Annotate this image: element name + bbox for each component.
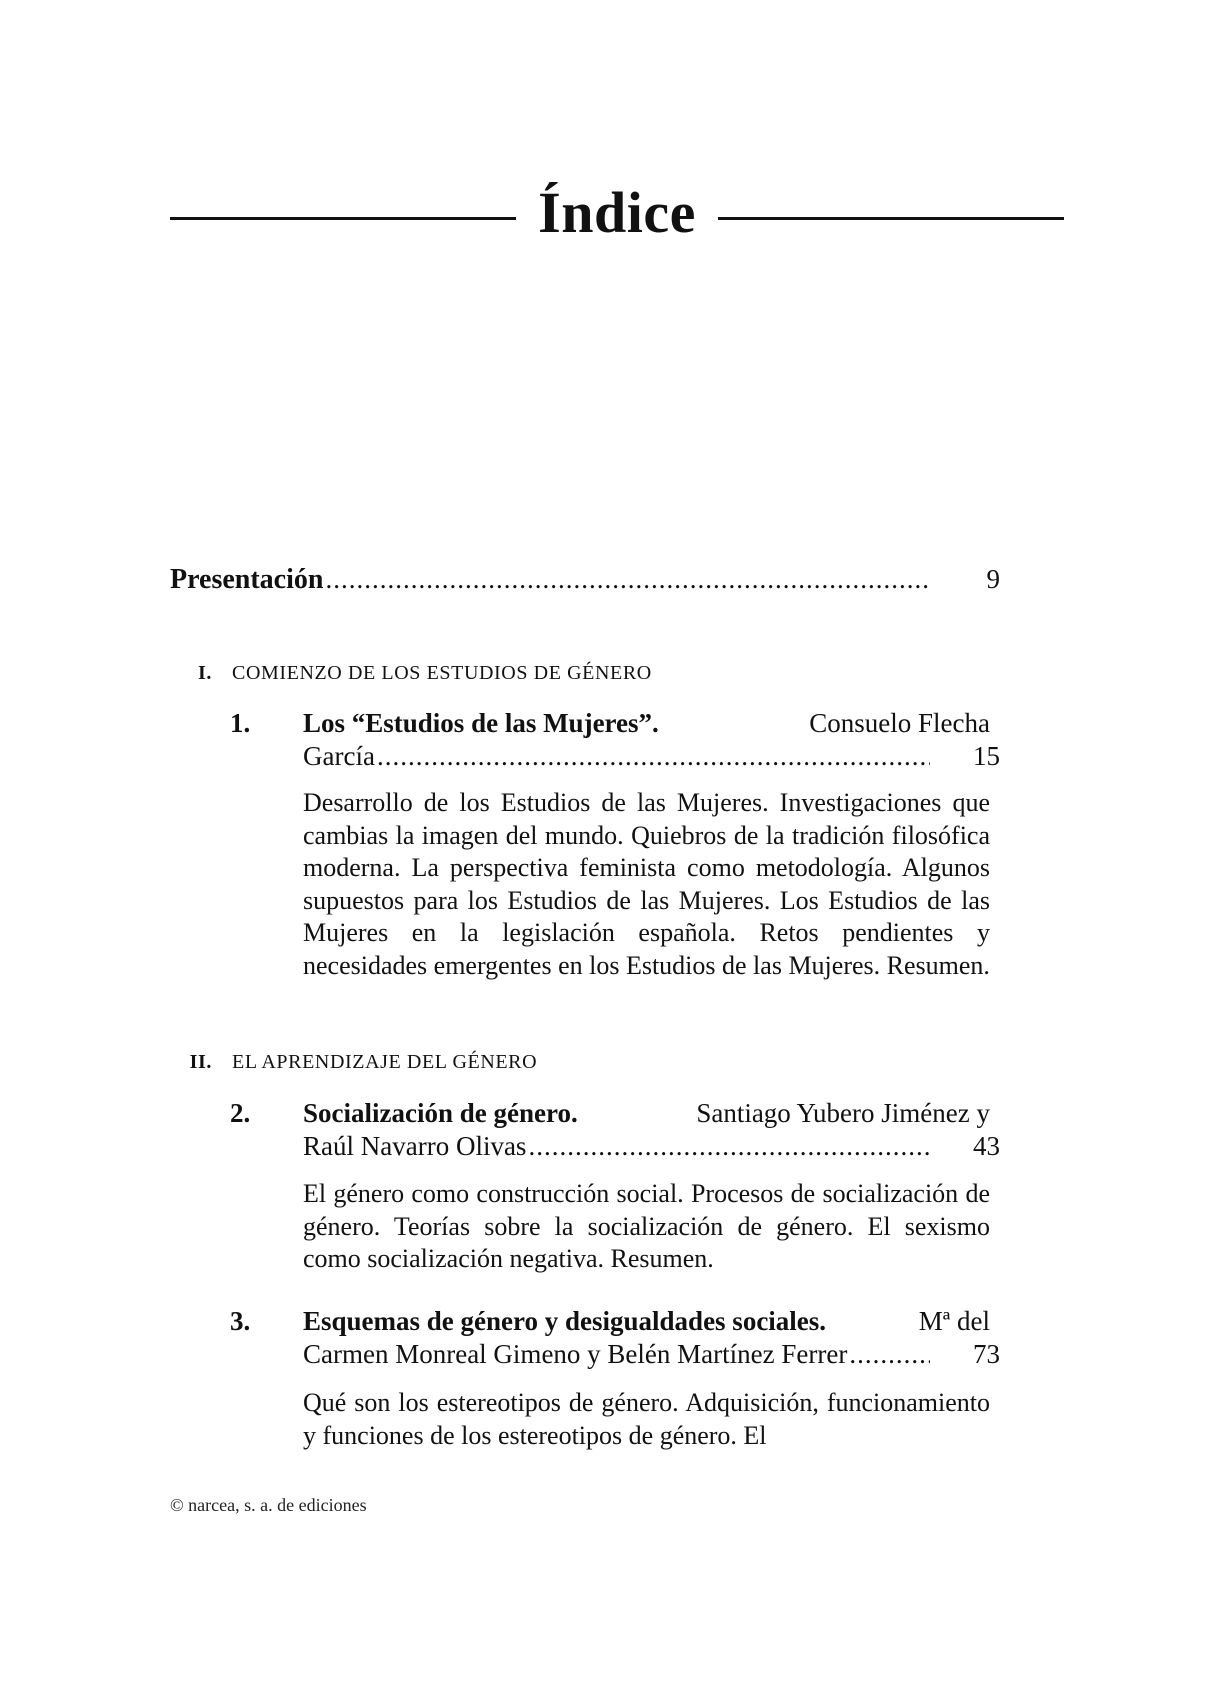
page-number: 15 [973, 741, 1000, 771]
chapter-heading-line [303, 1305, 990, 1338]
section-numeral: I. [198, 662, 212, 684]
chapter-summary: Desarrollo de los Estudios de las Mujeres. Investigaciones que cambias la imagen del mundo. Quiebros de la tradición filosófica moderna. La perspectiva feminista como metodología. Algunos supuestos para los Estudios de las Mujeres. Los Estudios de las Mujeres en la legislación española. Retos pendientes y necesidades emergentes en los Estudios de las Mujeres. Resumen. [303, 788, 990, 980]
dot-leader [849, 1341, 930, 1368]
chapter-3-leader-line [303, 1341, 932, 1368]
dot-leader [325, 566, 930, 593]
dot-leader [377, 743, 930, 770]
chapter-1-leader-line [303, 743, 932, 770]
chapter-heading-line [303, 1097, 990, 1130]
section-heading-2 [170, 1052, 970, 1072]
chapter-heading-line [303, 707, 990, 740]
chapter-number: 3. [230, 1306, 251, 1336]
title-row [170, 168, 1064, 258]
section-title: COMIENZO DE LOS ESTUDIOS DE GÉNERO [232, 662, 652, 684]
chapter-title: Esquemas de género y desigualdades sociales. [303, 1306, 827, 1336]
page-number: 9 [986, 564, 1000, 594]
chapter-authors-line1: Santiago Yubero Jiménez y [696, 1098, 990, 1128]
chapter-title: Socialización de género. [303, 1098, 578, 1128]
title-rule-left [170, 217, 516, 220]
chapter-summary: Qué son los estereotipos de género. Adquisición, funcionamiento y funciones de los estereotipos de género. El [303, 1388, 990, 1450]
page-number: 43 [973, 1131, 1000, 1161]
chapter-authors-line1: Mª del [918, 1306, 990, 1336]
section-numeral: II. [189, 1051, 212, 1073]
chapter-authors-line2: Raúl Navarro Olivas [303, 1131, 527, 1161]
chapter-2-leader-line [303, 1133, 932, 1160]
section-title: EL APRENDIZAJE DEL GÉNERO [232, 1051, 538, 1073]
chapter-authors-line1: Consuelo Flecha [809, 708, 990, 738]
chapter-number: 1. [230, 708, 251, 738]
page-title: Índice [538, 180, 696, 245]
toc-entry-presentacion[interactable] [170, 566, 932, 594]
chapter-title: Los “Estudios de las Mujeres”. [303, 708, 659, 738]
dot-leader [528, 1133, 930, 1160]
chapter-summary: El género como construcción social. Procesos de socialización de género. Teorías sobre la socialización de género. El sexismo como socialización negativa. Resumen. [303, 1179, 990, 1273]
entry-title: Presentación [170, 564, 324, 595]
chapter-number: 2. [230, 1098, 251, 1128]
title-rule-right [718, 217, 1064, 220]
chapter-authors-line2: García [303, 741, 375, 771]
page-number: 73 [973, 1339, 1000, 1369]
chapter-authors-line2: Carmen Monreal Gimeno y Belén Martínez Ferrer [303, 1339, 848, 1369]
section-heading-1 [170, 663, 970, 683]
copyright-footer: © narcea, s. a. de ediciones [170, 1495, 367, 1515]
